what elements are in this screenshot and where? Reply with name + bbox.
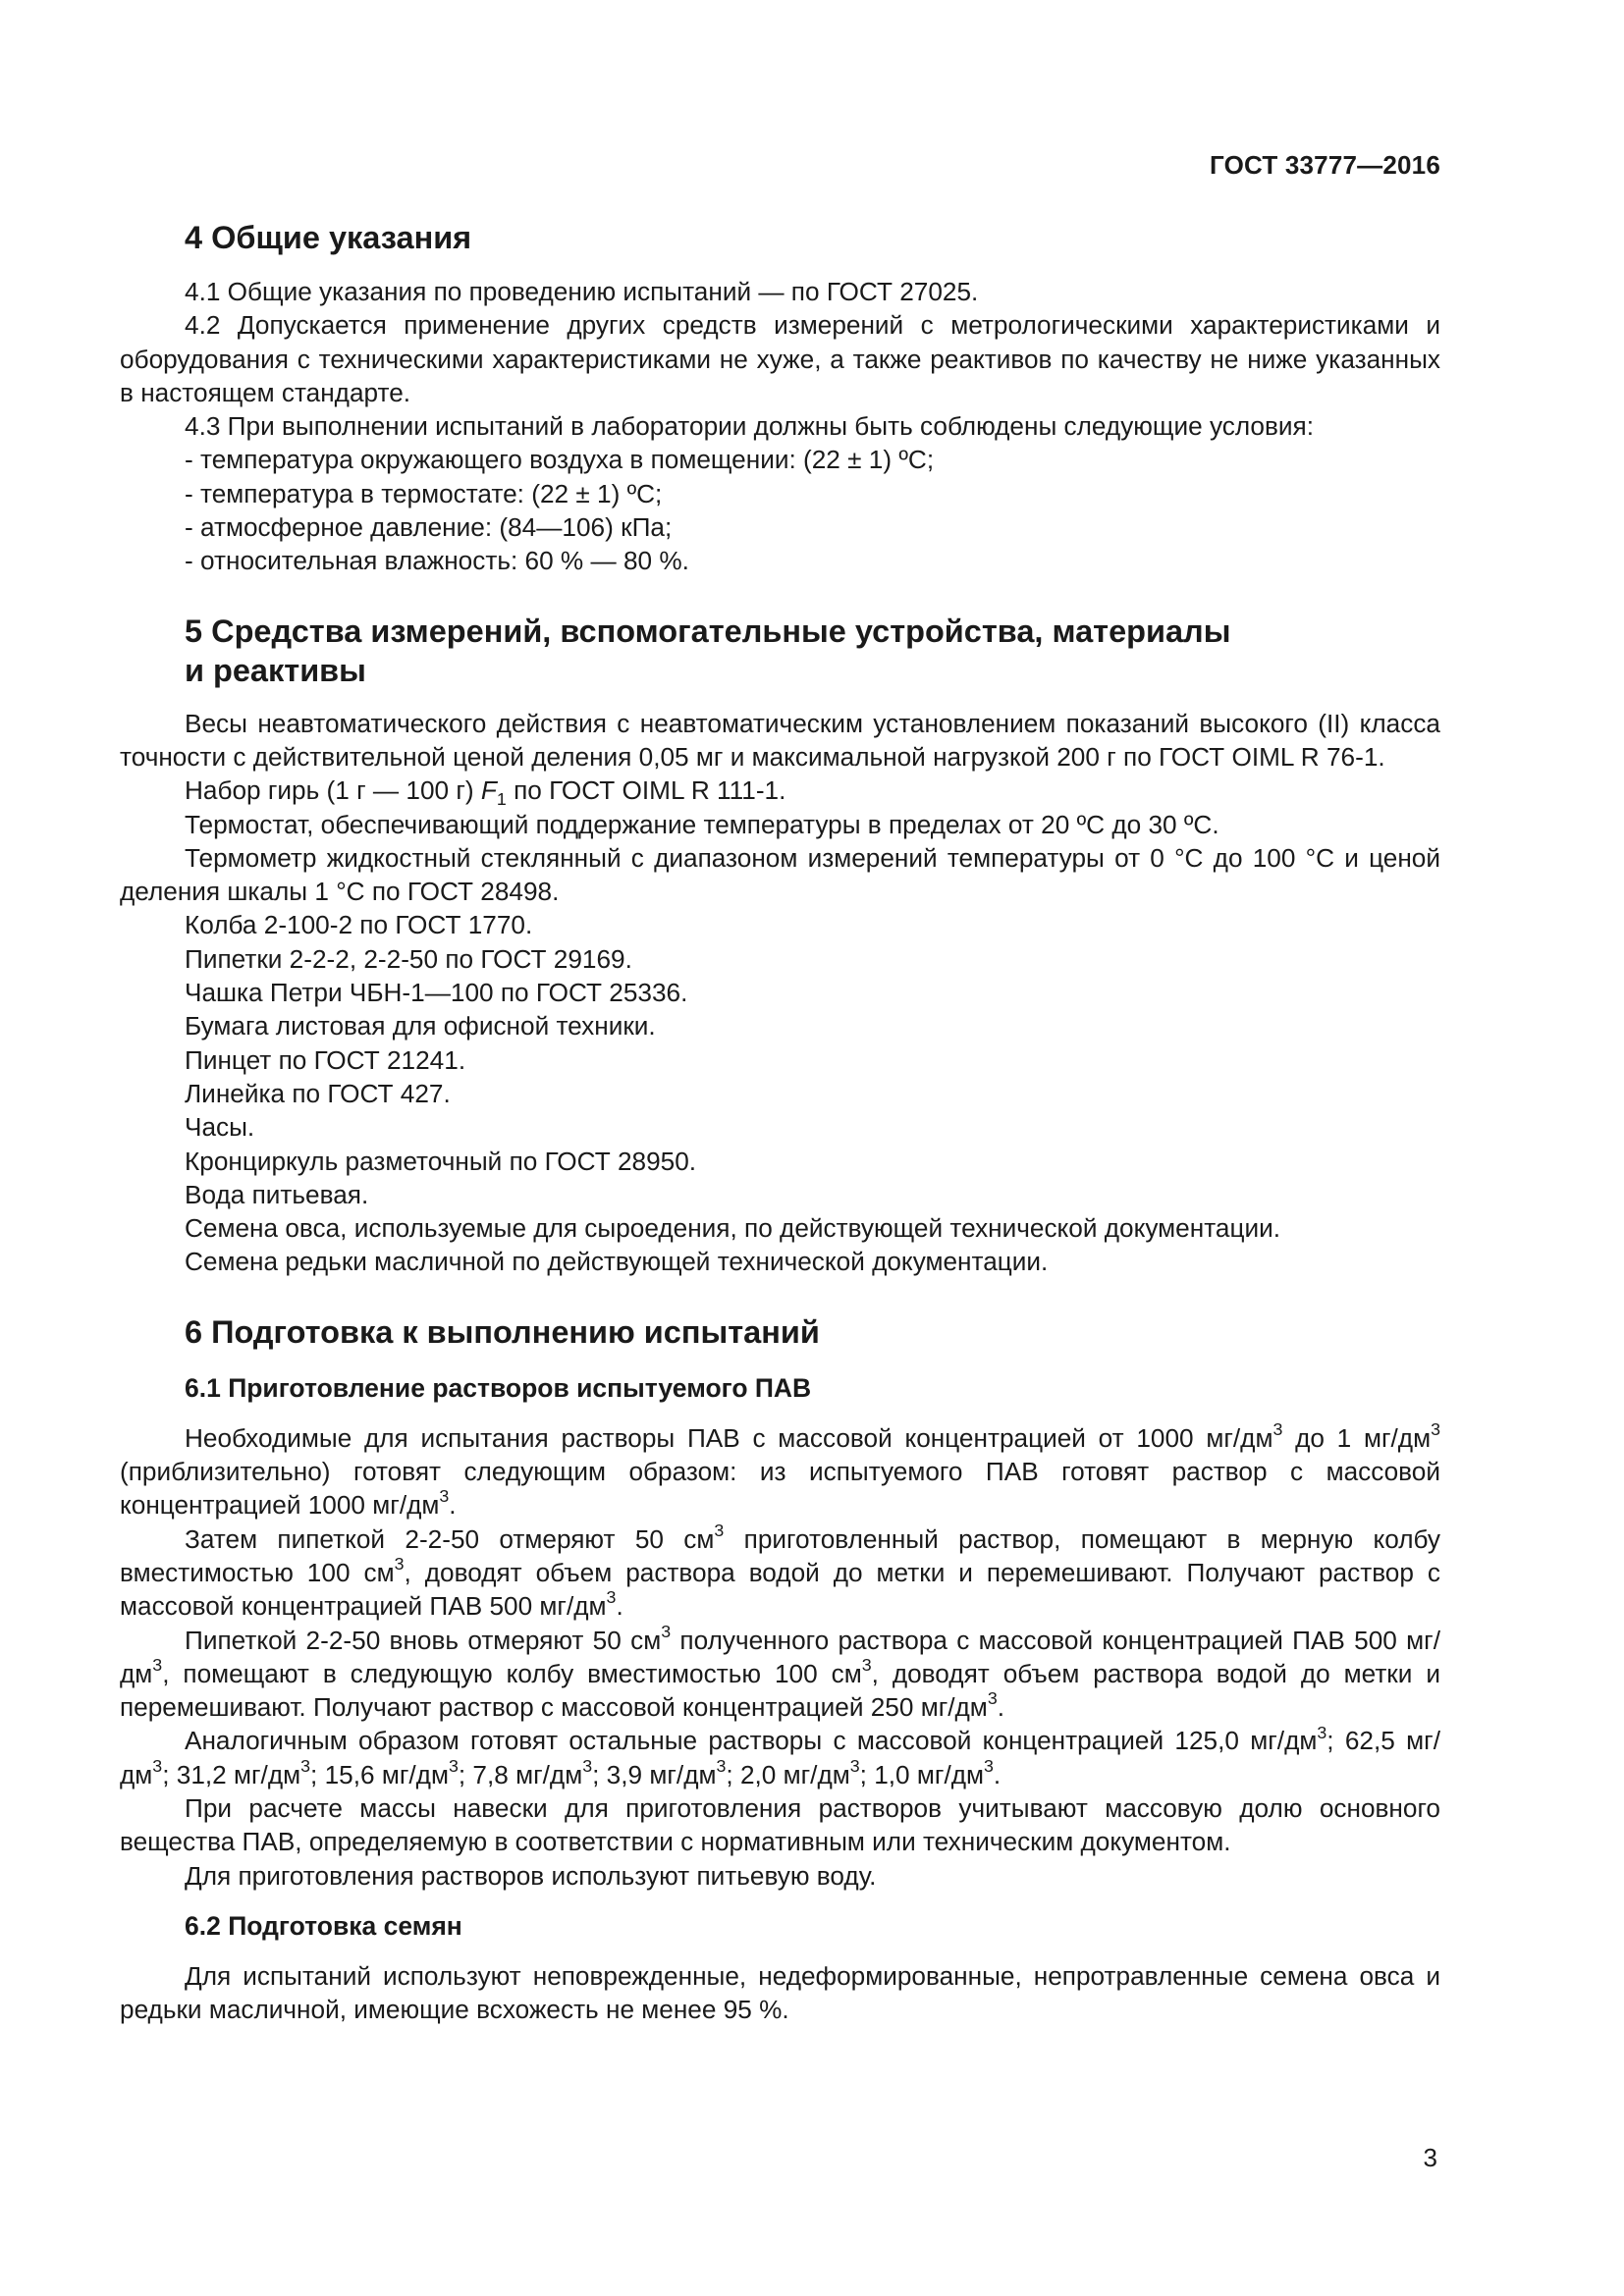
section-5-title-line-1: 5 Средства измерений, вспомогательные устройства, материалы (185, 613, 1231, 649)
page-content (120, 218, 1440, 2026)
conditions-list (120, 443, 1440, 577)
para-thermometer: Термометр жидкостный стеклянный с диапазоном измерений температуры от 0 °С до 100 °С и ценой деления шкалы 1 °С по ГОСТ 28498. (120, 842, 1440, 907)
para-4-3: 4.3 При выполнении испытаний в лаборатории должны быть соблюдены следующие условия: (185, 411, 1314, 442)
condition-item: - температура в термостате: (22 ± 1) ºС; (185, 478, 663, 508)
subsection-6-1-title: 6.1 Приготовление растворов испытуемого ПАВ (185, 1372, 812, 1403)
para-6-1-e: При расчете массы навески для приготовления растворов учитывают массовую долю основного вещества ПАВ, определяемую в соответствии с нормативным или техническим документом. (120, 1792, 1440, 1857)
para-weights (120, 774, 1440, 810)
weights-text-a: Набор гирь (1 г — 100 г) (185, 775, 481, 806)
standard-number-header: ГОСТ 33777—2016 (1210, 150, 1440, 180)
weights-class-symbol: F (480, 775, 497, 806)
para-6-2: Для испытаний используют неповрежденные, недеформированные, непротравленные семена овса и редьки масличной, имеющие всхожесть не менее 95 %. (120, 1960, 1440, 2025)
weights-text-b: по ГОСТ OIML R 111-1. (506, 775, 786, 806)
equipment-item: Чашка Петри ЧБН-1—100 по ГОСТ 25336. (185, 978, 688, 1008)
weights-class-subscript: 1 (496, 789, 507, 810)
para-6-1-b: Затем пипеткой 2-2-50 отмеряют 50 $см^3$ приготовленный раствор, помещают в мерную колбу вместимостью 100 $см^3$, доводят объем раствора водой до метки и перемешивают. Получают раствор с массовой концентрацией ПАВ 500 $мг/дм^3$. (120, 1520, 1440, 1622)
para-4-1: 4.1 Общие указания по проведению испытаний — по ГОСТ 27025. (185, 277, 979, 306)
equipment-item: Семена овса, используемые для сыроедения, по действующей технической документации. (185, 1213, 1280, 1244)
para-6-1-f: Для приготовления растворов используют питьевую воду. (185, 1860, 877, 1891)
condition-item: - атмосферное давление: (84—106) кПа; (185, 512, 673, 543)
equipment-item: Пипетки 2-2-2, 2-2-50 по ГОСТ 29169. (185, 943, 632, 974)
equipment-item: Семена редьки масличной по действующей технической документации. (185, 1247, 1049, 1277)
para-6-1-d: Аналогичным образом готовят остальные растворы с массовой концентрацией 125,0 $мг/дм^3$; 62,5 $мг/дм^3$; 31,2 $мг/дм^3$; 15,6 $мг/дм^3$; 7,8 $мг/дм^3$; 3,9 $мг/дм^3$; 2,0 $мг/дм^3$; 1,0 $мг/дм^3$. (120, 1722, 1440, 1789)
equipment-list (120, 908, 1440, 1278)
condition-item: - температура окружающего воздуха в помещении: (22 ± 1) ºС; (185, 445, 935, 475)
section-5-title (120, 612, 1440, 690)
para-6-1-a: Необходимые для испытания растворы ПАВ с массовой концентрацией от 1000 $мг/дм^3$ до 1 $мг/дм^3$ (приблизительно) готовят следующим образом: из испытуемого ПАВ готовят раствор с массовой концентрацией 1000 $мг/дм^3$. (120, 1418, 1440, 1521)
equipment-item: Пинцет по ГОСТ 21241. (185, 1044, 466, 1075)
equipment-item: Часы. (185, 1112, 255, 1143)
equipment-item: Линейка по ГОСТ 427. (185, 1078, 451, 1108)
para-6-1-c: Пипеткой 2-2-50 вновь отмеряют 50 $см^3$ полученного раствора с массовой концентрацией ПАВ 500 $мг/дм^3$, помещают в следующую колбу вместимостью 100 $см^3$, доводят объем раствора водой до метки и перемешивают. Получают раствор с массовой концентрацией 250 $мг/дм^3$. (120, 1621, 1440, 1723)
para-thermostat: Термостат, обеспечивающий поддержание температуры в пределах от 20 ºС до 30 ºС. (185, 809, 1219, 839)
section-6-title: 6 Подготовка к выполнению испытаний (185, 1313, 820, 1350)
equipment-item: Вода питьевая. (185, 1179, 369, 1209)
condition-item: - относительная влажность: 60 % — 80 %. (185, 546, 689, 576)
equipment-item: Кронциркуль разметочный по ГОСТ 28950. (185, 1146, 697, 1176)
section-4-title: 4 Общие указания (185, 220, 472, 255)
section-5-title-line-2: и реактивы (185, 652, 366, 688)
subsection-6-2-title: 6.2 Подготовка семян (185, 1910, 462, 1941)
equipment-item: Бумага листовая для офисной техники. (185, 1011, 656, 1041)
para-scales: Весы неавтоматического действия с неавтоматическим установлением показаний высокого (II) класса точности с действительной ценой деления 0,05 мг и максимальной нагрузкой 200 г по ГОСТ OIML R 76-1. (120, 708, 1440, 772)
page-number: 3 (1423, 2143, 1437, 2172)
para-4-2: 4.2 Допускается применение других средств измерений с метрологическими характеристиками и оборудования с техническими характеристиками не хуже, а также реактивов по качеству не ниже указанных в настоящем стандарте. (120, 310, 1440, 407)
equipment-item: Колба 2-100-2 по ГОСТ 1770. (185, 910, 533, 940)
